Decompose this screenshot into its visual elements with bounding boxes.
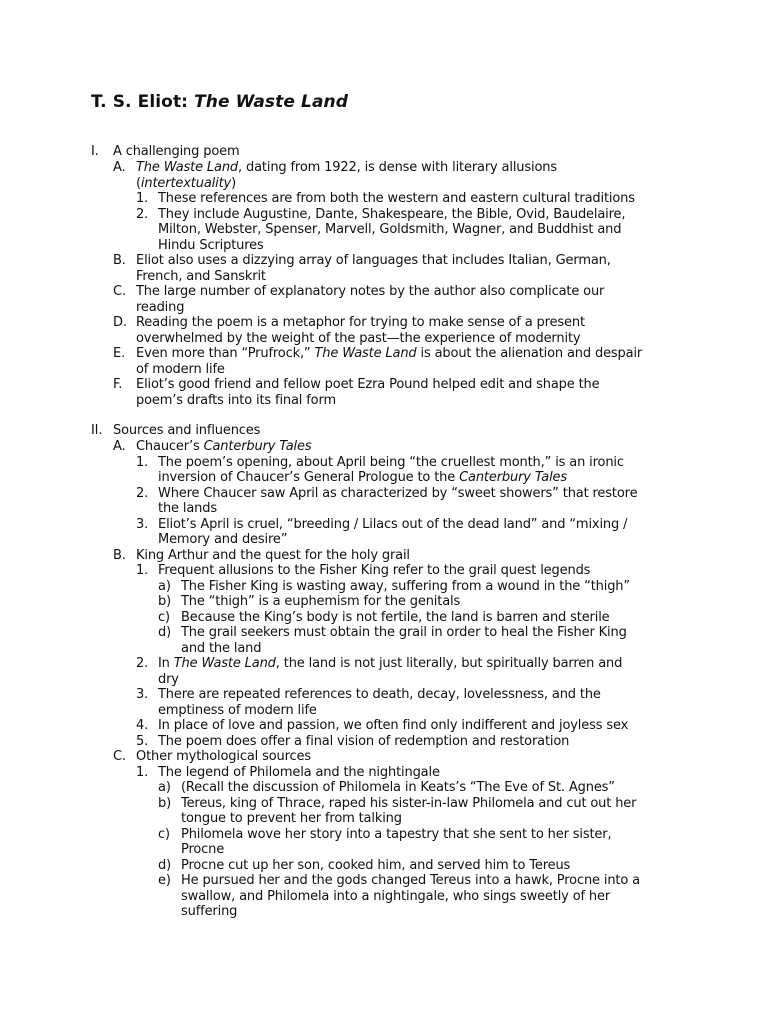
line-text: The “thigh” is a euphemism for the genitals [181,594,461,609]
line-text: (Recall the discussion of Philomela in Keats’s “The Eve of St. Agnes” [181,780,615,795]
line-text: reading [136,300,185,315]
line-text: Eliot also uses a dizzying array of languages that includes Italian, German, [136,253,611,268]
outline-line [181,873,640,889]
line-text: Procne cut up her son, cooked him, and served him to Tereus [181,858,571,873]
line-text: Philomela wove her story into a tapestry that she sent to her sister, [181,827,612,842]
outline-marker: a) [158,780,171,795]
line-text: poem’s drafts into its final form [136,393,336,408]
outline-marker: d) [158,858,172,873]
outline-marker: D. [113,315,127,330]
line-text: Eliot’s good friend and fellow poet Ezra Pound helped edit and shape the [136,377,600,392]
line-text: swallow, and Philomela into a nightingale, who sings sweetly of her [181,889,611,904]
outline-marker: I. [91,144,99,159]
outline-line [113,423,260,439]
line-text: dry [158,672,179,687]
outline-line [181,904,237,920]
outline-marker: 1. [136,563,149,578]
outline-line [181,889,610,905]
line-text: The legend of Philomela and the nightingale [158,765,440,780]
outline-line [158,222,621,238]
line-text: , dating from 1922, is dense with literary allusions [238,160,557,175]
outline-marker: A. [113,439,126,454]
outline-line [136,377,600,393]
line-text: A challenging poem [113,144,240,159]
outline-marker: F. [113,377,123,392]
italic-text: Canterbury Tales [459,470,568,485]
outline-line [136,749,311,765]
line-text: Frequent allusions to the Fisher King refer to the grail quest legends [158,563,591,578]
outline-line [181,811,402,827]
outline-marker: C. [113,284,126,299]
italic-text: The Waste Land [314,346,417,361]
outline-line [136,315,585,331]
line-text: of modern life [136,362,225,377]
italic-text: The Waste Land [136,160,239,175]
line-text: Other mythological sources [136,749,312,764]
line-text: In [158,656,174,671]
line-text: The grail seekers must obtain the grail in order to heal the Fisher King [181,625,627,640]
outline-line [136,160,557,176]
outline-line [158,532,287,548]
outline-line [158,501,217,517]
line-text: Because the King’s body is not fertile, the land is barren and sterile [181,610,610,625]
outline-line [158,207,625,223]
outline-line [136,284,604,300]
outline-line [136,439,311,455]
outline-line [158,238,264,254]
line-text: Milton, Webster, Spenser, Marvell, Goldsmith, Wagner, and Buddhist and [158,222,622,237]
line-text: Reading the poem is a metaphor for trying to make sense of a present [136,315,585,330]
outline-marker: 5. [136,734,149,749]
line-text: overwhelmed by the weight of the past—the experience of modernity [136,331,581,346]
line-text: French, and Sanskrit [136,269,266,284]
outline-line [181,594,460,610]
line-text: suffering [181,904,238,919]
outline-line [158,734,569,750]
outline-marker: A. [113,160,126,175]
outline-marker: a) [158,579,171,594]
line-text: Even more than “Prufrock,” [136,346,315,361]
line-text: In place of love and passion, we often find only indifferent and joyless sex [158,718,629,733]
outline-line [136,176,236,192]
outline-line [181,827,611,843]
line-text: emptiness of modern life [158,703,317,718]
outline-marker: B. [113,253,126,268]
outline-line [158,718,628,734]
page-title [91,92,348,112]
outline-line [181,579,630,595]
line-text: Where Chaucer saw April as characterized by “sweet showers” that restore [158,486,638,501]
outline-line [181,796,636,812]
line-text: , the land is not just literally, but spiritually barren and [275,656,623,671]
outline-marker: c) [158,610,170,625]
line-text: Memory and desire” [158,532,288,547]
line-text: and the land [181,641,262,656]
outline-line [158,703,317,719]
outline-line [181,780,615,796]
outline-marker: II. [91,423,103,438]
line-text: inversion of Chaucer’s General Prologue to the [158,470,460,485]
line-text: The Fisher King is wasting away, suffering from a wound in the “thigh” [181,579,630,594]
outline-marker: C. [113,749,126,764]
outline-line [158,672,179,688]
line-text: The poem’s opening, about April being “the cruellest month,” is an ironic [158,455,624,470]
outline-marker: 4. [136,718,149,733]
line-text: The large number of explanatory notes by the author also complicate our [136,284,605,299]
outline-marker: b) [158,594,172,609]
outline-marker: 3. [136,517,149,532]
line-text: There are repeated references to death, decay, lovelessness, and the [158,687,601,702]
outline-marker: d) [158,625,172,640]
line-text: Chaucer’s [136,439,204,454]
line-text: Hindu Scriptures [158,238,264,253]
line-text: Procne [181,842,225,857]
line-text: ( [136,176,141,191]
outline-line [158,486,637,502]
line-text: The poem does offer a final vision of redemption and restoration [158,734,570,749]
outline-line [181,610,610,626]
outline-line [136,346,642,362]
outline-line [136,253,611,269]
outline-marker: 3. [136,687,149,702]
outline-line [113,144,240,160]
line-text: They include Augustine, Dante, Shakespeare, the Bible, Ovid, Baudelaire, [158,207,626,222]
line-text: Eliot’s April is cruel, “breeding / Lilacs out of the dead land” and “mixing / [158,517,628,532]
outline-marker: 2. [136,486,149,501]
outline-marker: 1. [136,191,149,206]
line-text: Sources and influences [113,423,261,438]
outline-line [136,393,336,409]
line-text: tongue to prevent her from talking [181,811,402,826]
line-text: King Arthur and the quest for the holy grail [136,548,410,563]
line-text: He pursued her and the gods changed Tereus into a hawk, Procne into a [181,873,640,888]
outline-line [158,470,567,486]
italic-text: intertextuality [140,176,232,191]
outline-line [158,563,590,579]
outline-line [181,842,224,858]
line-text: ) [231,176,236,191]
italic-text: The Waste Land [173,656,276,671]
outline-marker: 1. [136,765,149,780]
outline-line [136,269,266,285]
outline-line [158,765,440,781]
outline-line [136,362,225,378]
line-text: These references are from both the western and eastern cultural traditions [158,191,635,206]
line-text: the lands [158,501,217,516]
outline-marker: 2. [136,207,149,222]
title-author: T. S. Eliot: [91,92,195,112]
outline-line [181,641,261,657]
title-work: The Waste Land [194,92,348,112]
outline-line [136,300,184,316]
outline-line [136,548,410,564]
outline-marker: E. [113,346,126,361]
outline-line [158,656,622,672]
outline-line [136,331,580,347]
outline-line [158,517,627,533]
outline-line [181,858,570,874]
outline-marker: c) [158,827,170,842]
outline-marker: B. [113,548,126,563]
outline-marker: b) [158,796,172,811]
outline-marker: 2. [136,656,149,671]
outline-line [181,625,627,641]
italic-text: Canterbury Tales [203,439,312,454]
outline-line [158,455,624,471]
outline-line [158,687,601,703]
outline-marker: 1. [136,455,149,470]
line-text: Tereus, king of Thrace, raped his sister-in-law Philomela and cut out her [181,796,637,811]
outline-marker: e) [158,873,171,888]
outline-line [158,191,635,207]
line-text: is about the alienation and despair [416,346,643,361]
